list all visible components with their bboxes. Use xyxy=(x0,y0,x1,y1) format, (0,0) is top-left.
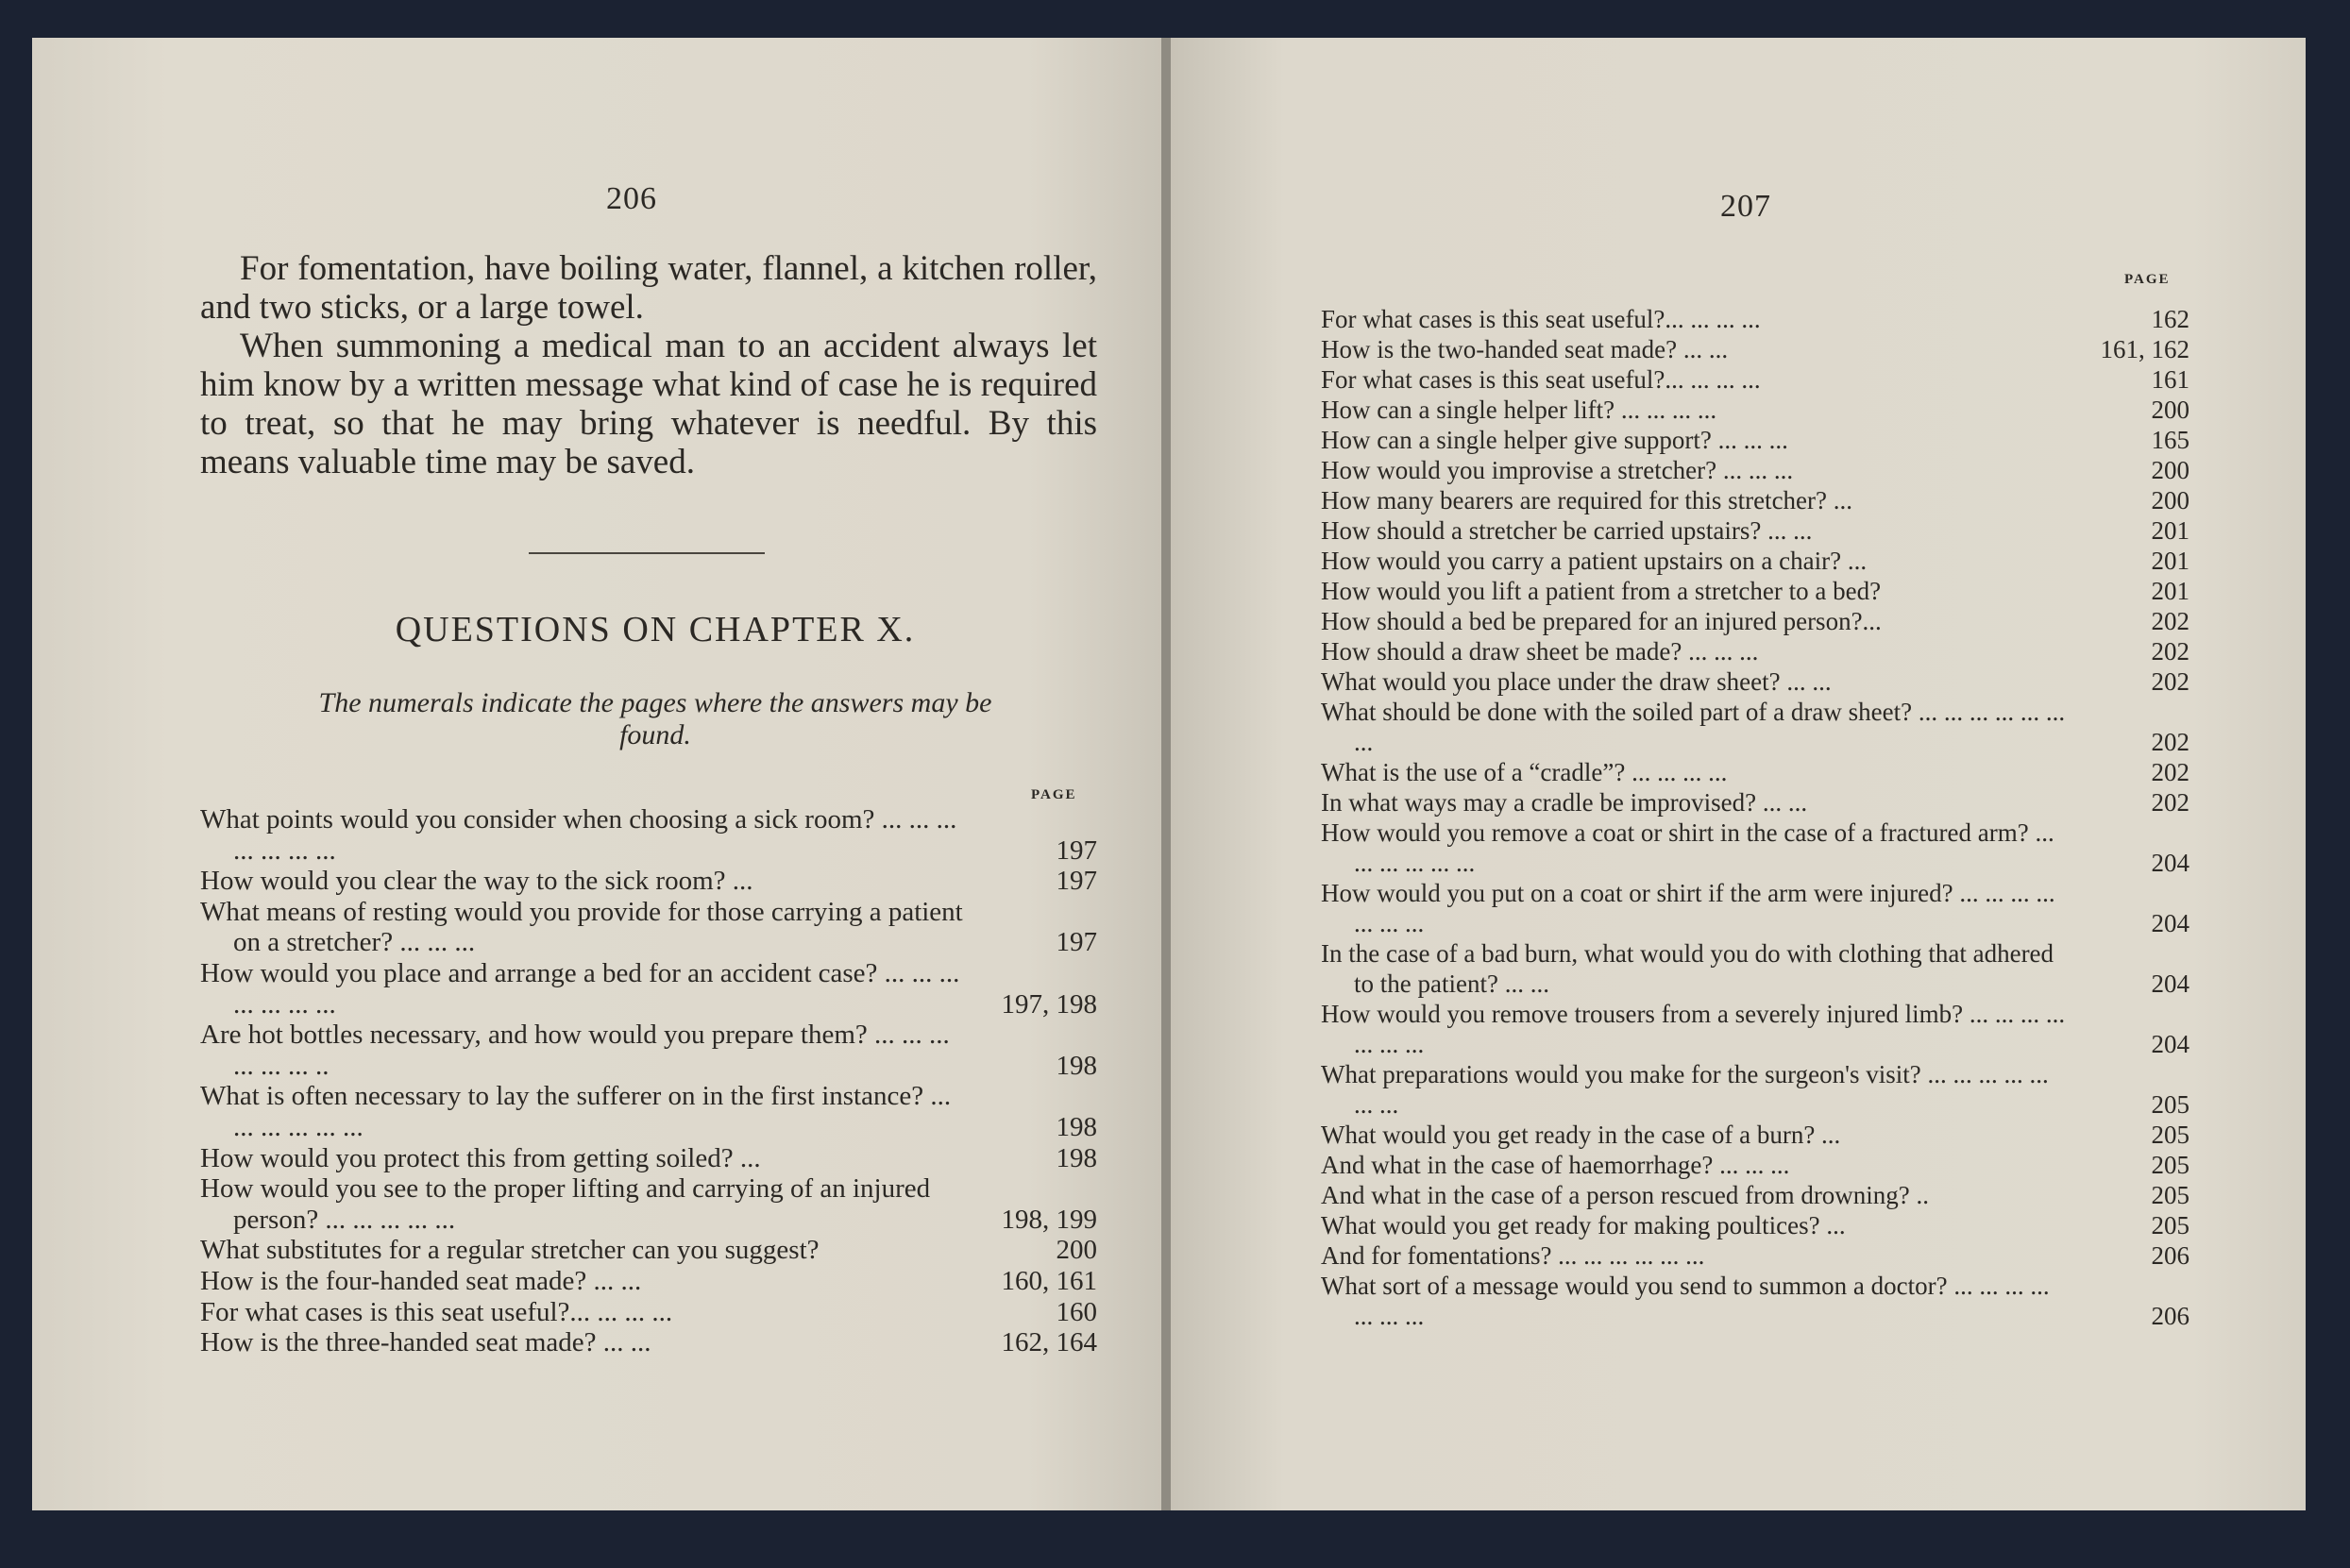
answer-pages: 165 xyxy=(2151,426,2189,454)
answer-pages: 200 xyxy=(2151,456,2189,484)
question-item xyxy=(200,1143,1097,1174)
answer-pages: 205 xyxy=(2151,1181,2189,1209)
question-text: What means of resting would you provide for those carrying a patient on a stretcher? ... ... ... xyxy=(200,896,963,958)
question-item xyxy=(1321,606,2189,636)
answer-pages: 160 xyxy=(1056,1296,1097,1327)
question-item xyxy=(1321,999,2189,1059)
answer-pages: 198 xyxy=(1056,1050,1097,1081)
page-number: 207 xyxy=(1720,189,1771,224)
section-title: QUESTIONS ON CHAPTER X. xyxy=(395,610,916,649)
question-item xyxy=(1321,818,2189,878)
answer-pages: 205 xyxy=(2151,1151,2189,1179)
answer-pages: 201 xyxy=(2151,577,2189,605)
question-item xyxy=(1321,1240,2189,1271)
question-item xyxy=(1321,787,2189,818)
open-book xyxy=(32,38,2306,1510)
answer-pages: 197, 198 xyxy=(1001,988,1097,1020)
question-item xyxy=(200,1081,1097,1142)
question-item xyxy=(200,1173,1097,1235)
question-text: How would you place and arrange a bed for an accident case? ... ... ... ... ... ... ... xyxy=(200,957,960,1020)
answer-pages: 204 xyxy=(2151,849,2189,877)
question-text: How should a bed be prepared for an injured person?... xyxy=(1321,607,1882,635)
question-text: And what in the case of a person rescued from drowning? .. xyxy=(1321,1181,1930,1209)
question-text: What should be done with the soiled part of a draw sheet? ... ... ... ... ... ... ... xyxy=(1321,698,2066,756)
question-item xyxy=(200,1235,1097,1266)
question-item xyxy=(1321,938,2189,999)
question-text: How would you remove a coat or shirt in the case of a fractured arm? ... ... ... ... ... ... xyxy=(1321,818,2054,877)
answer-pages: 202 xyxy=(2151,667,2189,696)
page-column-header: PAGE xyxy=(2124,272,2171,287)
question-text: How would you put on a coat or shirt if the arm were injured? ... ... ... ... ... ... ... xyxy=(1321,879,2055,937)
question-item xyxy=(1321,515,2189,546)
question-text: How would you see to the proper lifting and carrying of an injured person? ... ... ... ... ... xyxy=(200,1173,931,1235)
question-item xyxy=(1321,878,2189,938)
question-text: Are hot bottles necessary, and how would you prepare them? ... ... ... ... ... ... .. xyxy=(200,1020,950,1081)
answer-pages: 198 xyxy=(1056,1111,1097,1142)
answer-pages: 197 xyxy=(1056,866,1097,897)
question-text: And for fomentations? ... ... ... ... ... ... xyxy=(1321,1241,1705,1270)
question-item xyxy=(1321,1120,2189,1150)
question-text: How would you clear the way to the sick room? ... xyxy=(200,866,753,897)
left-page xyxy=(32,38,1163,1510)
question-text: How is the three-handed seat made? ... ... xyxy=(200,1327,651,1358)
answer-pages: 202 xyxy=(2151,788,2189,817)
answer-pages: 162 xyxy=(2151,305,2189,333)
question-text: How is the two-handed seat made? ... ... xyxy=(1321,335,1729,363)
question-item xyxy=(1321,576,2189,606)
question-item xyxy=(1321,546,2189,576)
answer-pages: 198, 199 xyxy=(1001,1204,1097,1235)
question-item xyxy=(1321,636,2189,666)
question-text: What sort of a message would you send to summon a doctor? ... ... ... ... ... ... ... xyxy=(1321,1272,2050,1330)
answer-pages: 198 xyxy=(1056,1142,1097,1173)
answer-pages: 205 xyxy=(2151,1121,2189,1149)
paragraph-fomentation: For fomentation, have boiling water, flannel, a kitchen roller, and two sticks, or a large towel. xyxy=(200,249,1097,327)
question-item xyxy=(200,1327,1097,1358)
question-item xyxy=(1321,1150,2189,1180)
answer-pages: 204 xyxy=(2151,909,2189,937)
question-text: How would you protect this from getting soiled? ... xyxy=(200,1142,761,1173)
question-item xyxy=(1321,304,2189,334)
answer-pages: 205 xyxy=(2151,1090,2189,1119)
question-text: What preparations would you make for the surgeon's visit? ... ... ... ... ... ... ... xyxy=(1321,1060,2049,1119)
question-item xyxy=(200,897,1097,958)
question-text: And what in the case of haemorrhage? ... ... ... xyxy=(1321,1151,1790,1179)
question-list xyxy=(1321,304,2189,1331)
answer-pages: 206 xyxy=(2151,1241,2189,1270)
question-item xyxy=(200,1266,1097,1297)
question-item xyxy=(200,1020,1097,1081)
question-text: What would you get ready for making poultices? ... xyxy=(1321,1211,1846,1239)
question-item xyxy=(1321,757,2189,787)
answer-pages: 201 xyxy=(2151,516,2189,545)
question-item xyxy=(1321,425,2189,455)
question-item xyxy=(1321,485,2189,515)
answer-pages: 202 xyxy=(2151,607,2189,635)
question-text: How would you carry a patient upstairs on a chair? ... xyxy=(1321,547,1868,575)
answer-pages: 202 xyxy=(2151,637,2189,666)
question-item xyxy=(1321,1180,2189,1210)
answer-pages: 200 xyxy=(1056,1235,1097,1266)
question-item xyxy=(1321,697,2189,757)
answer-pages: 202 xyxy=(2151,758,2189,786)
question-text: How would you lift a patient from a stretcher to a bed? xyxy=(1321,577,1882,605)
question-text: How is the four-handed seat made? ... ... xyxy=(200,1265,642,1296)
question-text: For what cases is this seat useful?... ... ... ... xyxy=(1321,365,1761,394)
question-text: In the case of a bad burn, what would you do with clothing that adhered to the patient? ... ... xyxy=(1321,939,2054,998)
answer-pages: 204 xyxy=(2151,969,2189,998)
question-item xyxy=(1321,455,2189,485)
question-item xyxy=(1321,666,2189,697)
question-item xyxy=(200,1297,1097,1328)
answers-note: The numerals indicate the pages where the answers may be found. xyxy=(318,687,992,750)
question-list xyxy=(200,804,1097,1358)
question-text: How can a single helper lift? ... ... ... ... xyxy=(1321,396,1717,424)
question-text: For what cases is this seat useful?... ... ... ... xyxy=(200,1296,673,1327)
page-column-header: PAGE xyxy=(1031,787,1077,802)
question-item xyxy=(1321,1059,2189,1120)
answer-pages: 160, 161 xyxy=(1001,1265,1097,1296)
answer-pages: 200 xyxy=(2151,396,2189,424)
answer-pages: 206 xyxy=(2151,1302,2189,1330)
answer-pages: 205 xyxy=(2151,1211,2189,1239)
question-text: What would you place under the draw sheet? ... ... xyxy=(1321,667,1832,696)
answer-pages: 202 xyxy=(2151,728,2189,756)
question-item xyxy=(200,804,1097,866)
paragraph-summoning: When summoning a medical man to an accident always let him know by a written message what kind of case he is required to treat, so that he may bring whatever is needful. By this means valuable time may be saved. xyxy=(200,327,1097,481)
answer-pages: 200 xyxy=(2151,486,2189,514)
question-text: How would you improvise a stretcher? ... ... ... xyxy=(1321,456,1794,484)
question-text: What is often necessary to lay the sufferer on in the first instance? ... ... ... ... ... ... xyxy=(200,1081,952,1142)
section-divider xyxy=(529,552,765,554)
question-text: How should a draw sheet be made? ... ... ... xyxy=(1321,637,1759,666)
question-item xyxy=(1321,395,2189,425)
question-text: How should a stretcher be carried upstairs? ... ... xyxy=(1321,516,1813,545)
answer-pages: 197 xyxy=(1056,835,1097,866)
question-text: For what cases is this seat useful?... ... ... ... xyxy=(1321,305,1761,333)
question-item xyxy=(1321,364,2189,395)
question-text: What points would you consider when choosing a sick room? ... ... ... ... ... ... ... xyxy=(200,804,957,866)
question-item xyxy=(1321,1271,2189,1331)
right-page xyxy=(1171,38,2306,1510)
question-text: How would you remove trousers from a severely injured limb? ... ... ... ... ... ... ... xyxy=(1321,1000,2066,1058)
question-item xyxy=(1321,334,2189,364)
answer-pages: 204 xyxy=(2151,1030,2189,1058)
question-text: How many bearers are required for this stretcher? ... xyxy=(1321,486,1853,514)
answer-pages: 161, 162 xyxy=(2100,335,2189,363)
question-item xyxy=(200,866,1097,897)
question-text: What is the use of a “cradle”? ... ... ... ... xyxy=(1321,758,1728,786)
question-text: How can a single helper give support? ... ... ... xyxy=(1321,426,1788,454)
page-number: 206 xyxy=(606,181,657,216)
question-text: What substitutes for a regular stretcher can you suggest? xyxy=(200,1235,820,1266)
answer-pages: 162, 164 xyxy=(1001,1327,1097,1358)
question-text: What would you get ready in the case of a burn? ... xyxy=(1321,1121,1841,1149)
question-item xyxy=(1321,1210,2189,1240)
answer-pages: 201 xyxy=(2151,547,2189,575)
answer-pages: 161 xyxy=(2151,365,2189,394)
question-text: In what ways may a cradle be improvised? ... ... xyxy=(1321,788,1808,817)
question-item xyxy=(200,958,1097,1020)
answer-pages: 197 xyxy=(1056,927,1097,958)
